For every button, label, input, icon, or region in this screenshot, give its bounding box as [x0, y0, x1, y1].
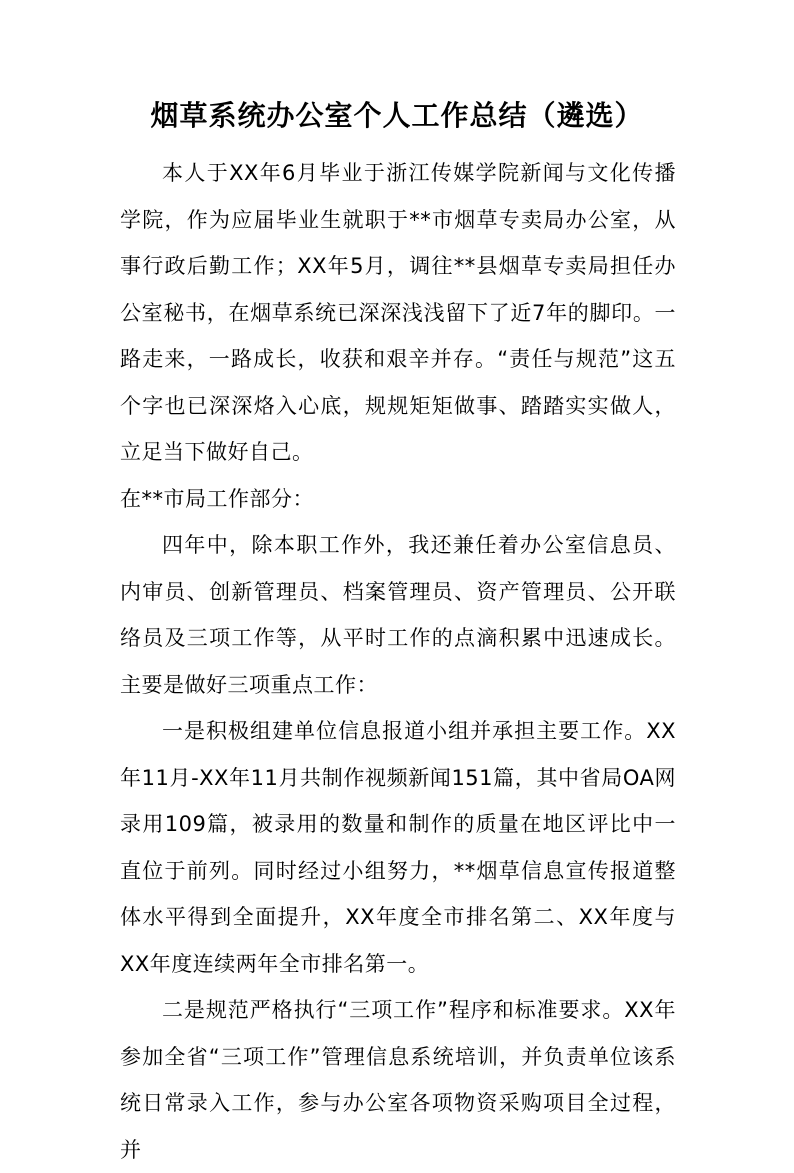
section-heading-city-bureau: 在**市局工作部分： [120, 486, 314, 511]
paragraph-roles: 四年中，除本职工作外，我还兼任着办公室信息员、内审员、创新管理员、档案管理员、资产管理员、公开联络员及三项工作等，从平时工作的点滴积累中迅速成长。主要是做好三项重点工作： [120, 533, 676, 697]
paragraph-three-items: 二是规范严格执行“三项工作”程序和标准要求。XX年参加全省“三项工作”管理信息系统培训，并负责单位该系统日常录入工作，参与办公室各项物资采购项目全过程，并 [120, 998, 676, 1162]
paragraph-intro: 本人于XX年6月毕业于浙江传媒学院新闻与文化传播学院，作为应届毕业生就职于**市烟草专卖局办公室，从事行政后勤工作；XX年5月，调往**县烟草专卖局担任办公室秘书，在烟草系统已深深浅浅留下了近7年的脚印。一路走来，一路成长，收获和艰辛并存。“责任与规范”这五个字也已深深烙入心底，规规矩矩做事、踏踏实实做人，立足当下做好自己。 [120, 161, 676, 464]
document-body [120, 150, 676, 1173]
paragraph-news-team: 一是积极组建单位信息报道小组并承担主要工作。XX年11月-XX年11月共制作视频新闻151篇，其中省局OA网录用109篇，被录用的数量和制作的质量在地区评比中一直位于前列。同时经过小组努力，**烟草信息宣传报道整体水平得到全面提升，XX年度全市排名第二、XX年度与XX年度连续两年全市排名第一。 [120, 719, 676, 976]
document-title: 烟草系统办公室个人工作总结（遴选） [150, 99, 644, 132]
